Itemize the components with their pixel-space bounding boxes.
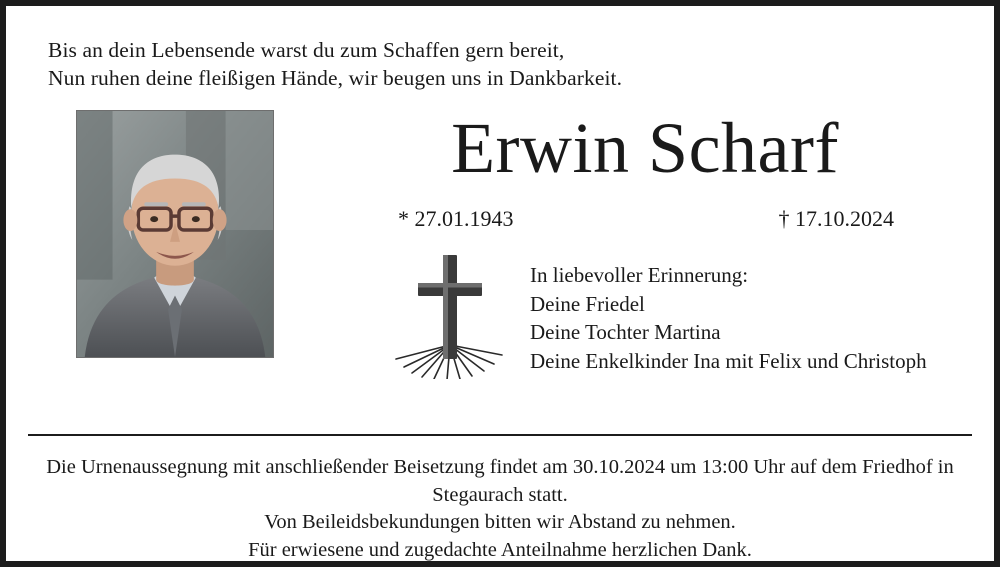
- funeral-line-4: Für erwiesene und zugedachte Anteilnahme herzlichen Dank.: [248, 538, 752, 561]
- cross-with-rays-icon: [390, 249, 510, 379]
- deceased-name: Erwin Scharf: [451, 108, 839, 188]
- life-dates: [340, 206, 940, 236]
- memoriam-heading: In liebevoller Erinnerung:: [530, 263, 749, 287]
- memorial-verse: [48, 36, 960, 92]
- funeral-line-1: Die Urnenaussegnung mit anschließender Beisetzung findet am 30.10.2024 um 13:00 Uhr auf dem Friedhof in: [46, 456, 954, 478]
- obituary-content: [6, 6, 994, 561]
- mourner-1: Deine Friedel: [530, 291, 645, 316]
- mourners-list: [530, 261, 927, 375]
- section-divider: [28, 434, 972, 436]
- portrait-photo: [76, 110, 274, 358]
- funeral-line-2: Stegaurach statt.: [432, 483, 568, 506]
- funeral-line-3: Von Beileidsbekundungen bitten wir Abstand zu nehmen.: [264, 511, 736, 533]
- mourner-3: Deine Enkelkinder Ina mit Felix und Christoph: [530, 348, 927, 373]
- birth-date: * 27.01.1943: [398, 206, 514, 231]
- verse-line-2: Nun ruhen deine fleißigen Hände, wir beugen uns in Dankbarkeit.: [48, 66, 623, 90]
- mourner-2: Deine Tochter Martina: [530, 320, 721, 344]
- funeral-details: [28, 454, 972, 564]
- verse-line-1: Bis an dein Lebensende warst du zum Schaffen gern bereit,: [48, 38, 565, 62]
- death-date: † 17.10.2024: [778, 206, 894, 231]
- main-block: [40, 106, 960, 406]
- memoriam-block: [340, 261, 950, 391]
